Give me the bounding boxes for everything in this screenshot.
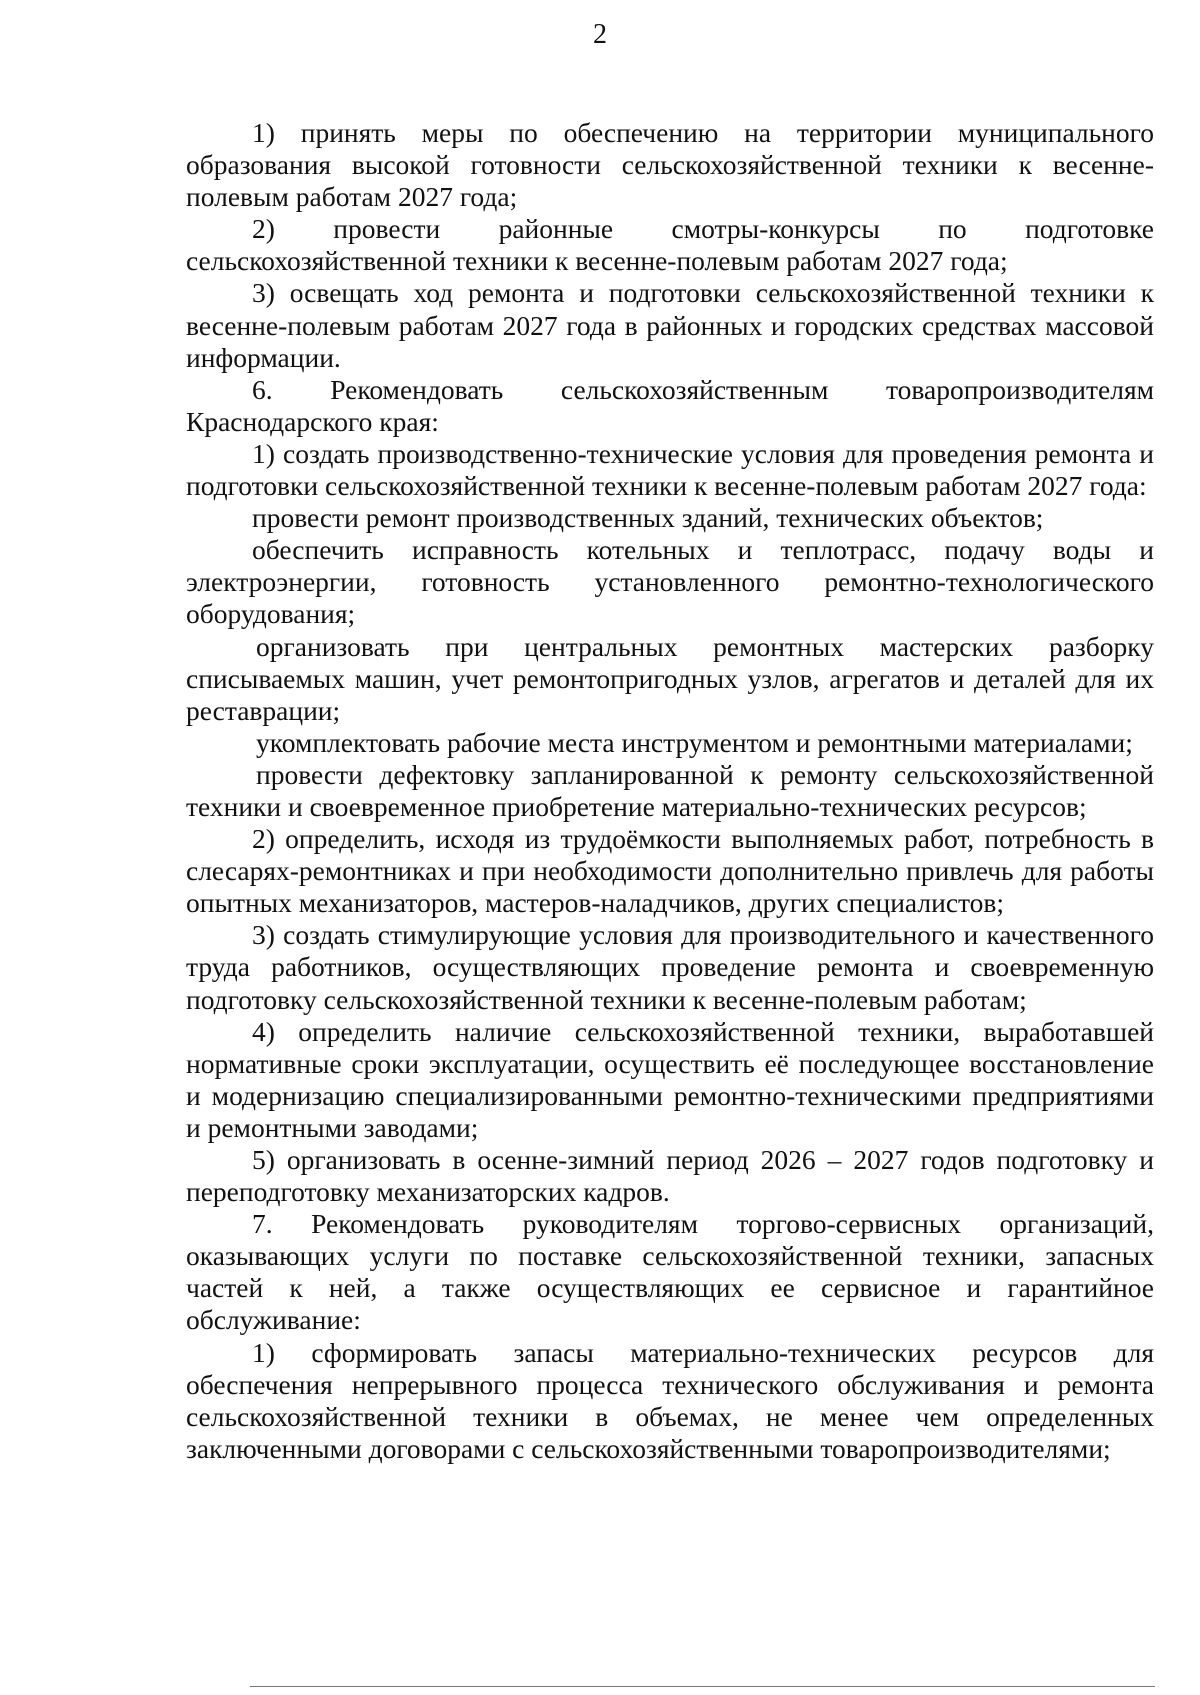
paragraph-section-7: 7. Рекомендовать руководителям торгово-сервисных организаций, оказывающих услуги по поставке сельскохозяйственной техники, запасных частей к ней, а также осуществляющих ее сервисное и гарантийное обслуживание:: [186, 1208, 1154, 1336]
paragraph-section-6: 6. Рекомендовать сельскохозяйственным товаропроизводителям Краснодарского края:: [186, 373, 1154, 437]
paragraph-section-6-item-3: 3) создать стимулирующие условия для производительного и качественного труда работников, осуществляющих проведение ремонта и своевременную подготовку сельскохозяйственной техники к весенне-полевым работам;: [186, 919, 1154, 1015]
paragraph-item-1: 1) принять меры по обеспечению на территории муниципального образования высокой готовности сельскохозяйственной техники к весенне-полевым работам 2027 года;: [186, 117, 1154, 213]
paragraph-section-6-item-5: 5) организовать в осенне-зимний период 2026 – 2027 годов подготовку и переподготовку механизаторских кадров.: [186, 1144, 1154, 1208]
paragraph-item-3: 3) освещать ход ремонта и подготовки сельскохозяйственной техники к весенне-полевым работам 2027 года в районных и городских средствах массовой информации.: [186, 277, 1154, 373]
paragraph-section-7-item-1: 1) сформировать запасы материально-технических ресурсов для обеспечения непрерывного процесса технического обслуживания и ремонта сельскохозяйственной техники в объемах, не менее чем определенных заключенными договорами с сельскохозяйственными товаропроизводителями;: [186, 1336, 1154, 1464]
paragraph-section-6-item-4: 4) определить наличие сельскохозяйственной техники, выработавшей нормативные сроки эксплуатации, осуществить её последующее восстановление и модернизацию специализированными ремонтно-техническими предприятиями и ремонтными заводами;: [186, 1015, 1154, 1143]
bottom-rule: [250, 1686, 1155, 1687]
paragraph-subitem-repair-buildings: провести ремонт производственных зданий, технических объектов;: [252, 502, 1044, 534]
paragraph-subitem-workshops: организовать при центральных ремонтных мастерских разборку списываемых машин, учет ремонтопригодных узлов, агрегатов и деталей для их реставрации;: [186, 630, 1154, 726]
paragraph-section-6-item-1: 1) создать производственно-технические условия для проведения ремонта и подготовки сельскохозяйственной техники к весенне-полевым работам 2027 года:: [186, 437, 1154, 502]
paragraph-subitem-workplaces: укомплектовать рабочие места инструментом и ремонтными материалами;: [256, 726, 1133, 758]
paragraph-subitem-defect-check: провести дефектовку запланированной к ремонту сельскохозяйственной техники и своевременное приобретение материально-технических ресурсов;: [186, 758, 1154, 822]
paragraph-section-6-item-2: 2) определить, исходя из трудоёмкости выполняемых работ, потребность в слесарях-ремонтниках и при необходимости дополнительно привлечь для работы опытных механизаторов, мастеров-наладчиков, других специалистов;: [186, 823, 1154, 919]
page-number: 2: [593, 19, 607, 50]
document-body: [186, 117, 1154, 1465]
paragraph-subitem-boilers: обеспечить исправность котельных и теплотрасс, подачу воды и электроэнергии, готовность установленного ремонтно-технологического оборудования;: [186, 534, 1154, 630]
paragraph-item-2: 2) провести районные смотры-конкурсы по подготовке сельскохозяйственной техники к весенне-полевым работам 2027 года;: [186, 213, 1154, 277]
